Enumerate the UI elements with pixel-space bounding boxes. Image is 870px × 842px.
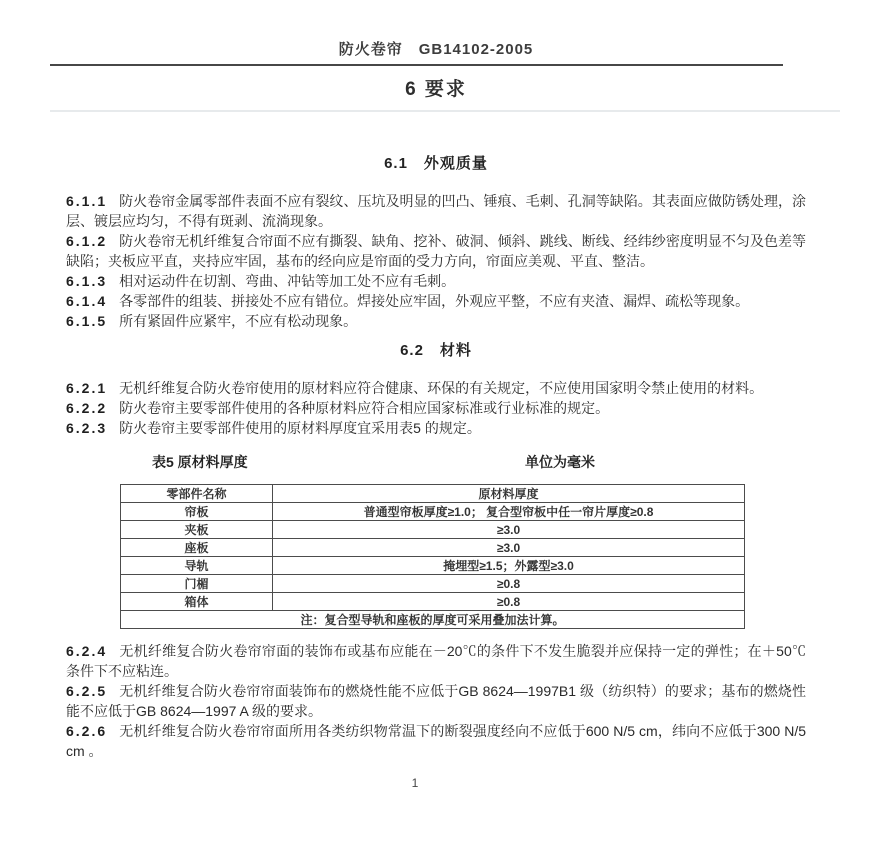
table-header-thickness: 原材料厚度 <box>273 485 745 503</box>
clause-number: 6.2.1 <box>66 380 108 396</box>
clause-6-2-5 <box>66 681 806 721</box>
table-row <box>121 593 745 611</box>
clause-number: 6.1.1 <box>66 193 108 209</box>
cell-part-name: 门楣 <box>121 575 273 593</box>
clause-number: 6.1.5 <box>66 313 108 329</box>
cell-part-name: 箱体 <box>121 593 273 611</box>
clause-text: 防火卷帘主要零部件使用的各种原材料应符合相应国家标准或行业标准的规定。 <box>119 400 610 416</box>
clause-number: 6.1.4 <box>66 293 108 309</box>
clause-6-1-3 <box>66 271 806 291</box>
table-header-row <box>121 485 745 503</box>
clause-number: 6.2.4 <box>66 643 108 659</box>
cell-thickness: ≥0.8 <box>273 593 745 611</box>
table-row <box>121 521 745 539</box>
table-header-part-name: 零部件名称 <box>121 485 273 503</box>
clause-text: 防火卷帘金属零部件表面不应有裂纹、压坑及明显的凹凸、锤痕、毛刺、孔洞等缺陷。其表面应做防锈处理，涂层、镀层应均匀，不得有斑剥、流淌现象。 <box>66 193 806 229</box>
clause-text: 相对运动件在切割、弯曲、冲钻等加工处不应有毛刺。 <box>119 273 456 289</box>
clause-text: 防火卷帘主要零部件使用的原材料厚度宜采用表5 的规定。 <box>119 420 481 436</box>
chapter-heading: 6 要求 <box>405 79 467 100</box>
clause-number: 6.2.6 <box>66 723 108 739</box>
page-number: 1 <box>411 776 419 790</box>
clause-6-2-6 <box>66 721 806 761</box>
cell-part-name: 夹板 <box>121 521 273 539</box>
clause-number: 6.1.3 <box>66 273 108 289</box>
cell-thickness: 掩埋型≥1.5；外露型≥3.0 <box>273 557 745 575</box>
clause-text: 无机纤维复合防火卷帘使用的原材料应符合健康、环保的有关规定，不应使用国家明令禁止使用的材料。 <box>119 380 764 396</box>
clause-number: 6.1.2 <box>66 233 108 249</box>
table-row <box>121 539 745 557</box>
clause-6-2-3 <box>66 418 806 438</box>
clause-text: 无机纤维复合防火卷帘帘面的装饰布或基布应能在－20℃的条件下不发生脆裂并应保持一定的弹性；在＋50℃条件下不应粘连。 <box>66 643 806 679</box>
clause-number: 6.2.3 <box>66 420 108 436</box>
table5-caption-row <box>120 452 745 472</box>
cell-thickness: ≥3.0 <box>273 539 745 557</box>
clause-number: 6.2.2 <box>66 400 108 416</box>
clause-text: 防火卷帘无机纤维复合帘面不应有撕裂、缺角、挖补、破洞、倾斜、跳线、断线、经纬纱密度明显不匀及色差等缺陷；夹板应平直，夹持应牢固，基布的经向应是帘面的受力方向，帘面应美观、平直、整洁。 <box>66 233 806 269</box>
cell-thickness: 普通型帘板厚度≥1.0； 复合型帘板中任一帘片厚度≥0.8 <box>273 503 745 521</box>
cell-part-name: 座板 <box>121 539 273 557</box>
table-note-row <box>121 611 745 629</box>
section-6-2-clauses <box>66 378 806 438</box>
cell-part-name: 帘板 <box>121 503 273 521</box>
clause-text: 各零部件的组装、拼接处不应有错位。焊接处应牢固，外观应平整，不应有夹渣、漏焊、疏松等现象。 <box>119 293 750 309</box>
clause-6-1-4 <box>66 291 806 311</box>
cell-part-name: 导轨 <box>121 557 273 575</box>
section-6-2-clauses-after-table <box>66 641 806 761</box>
clause-6-1-5 <box>66 311 806 331</box>
document-header-title: 防火卷帘 GB14102-2005 <box>338 41 534 58</box>
clause-text: 所有紧固件应紧牢，不应有松动现象。 <box>119 313 358 329</box>
clause-text: 无机纤维复合防火卷帘帘面装饰布的燃烧性能不应低于GB 8624—1997B1 级（纺织特）的要求；基布的燃烧性能不应低于GB 8624—1997 A 级的要求。 <box>66 683 806 719</box>
clause-6-2-4 <box>66 641 806 681</box>
table-row <box>121 575 745 593</box>
cell-thickness: ≥3.0 <box>273 521 745 539</box>
clause-6-1-2 <box>66 231 806 271</box>
table-row <box>121 503 745 521</box>
cell-thickness: ≥0.8 <box>273 575 745 593</box>
table-note: 注：复合型导轨和座板的厚度可采用叠加法计算。 <box>121 611 745 629</box>
heading-divider-light <box>50 110 840 112</box>
clause-6-2-2 <box>66 398 806 418</box>
clause-number: 6.2.5 <box>66 683 108 699</box>
table5-material-thickness <box>120 484 745 629</box>
header-divider-dark <box>50 64 783 66</box>
clause-text: 无机纤维复合防火卷帘帘面所用各类纺织物常温下的断裂强度经向不应低于600 N/5 cm，纬向不应低于300 N/5 cm 。 <box>66 723 806 759</box>
section-heading-6-2: 6.2 材料 <box>400 342 472 359</box>
clause-6-1-1 <box>66 191 806 231</box>
section-6-1-clauses <box>66 191 806 331</box>
table5-caption: 表5 原材料厚度 <box>152 454 248 470</box>
clause-6-2-1 <box>66 378 806 398</box>
section-heading-6-1: 6.1 外观质量 <box>384 155 488 172</box>
table5-block <box>120 452 745 629</box>
table5-unit-label: 单位为毫米 <box>525 454 595 470</box>
table-row <box>121 557 745 575</box>
